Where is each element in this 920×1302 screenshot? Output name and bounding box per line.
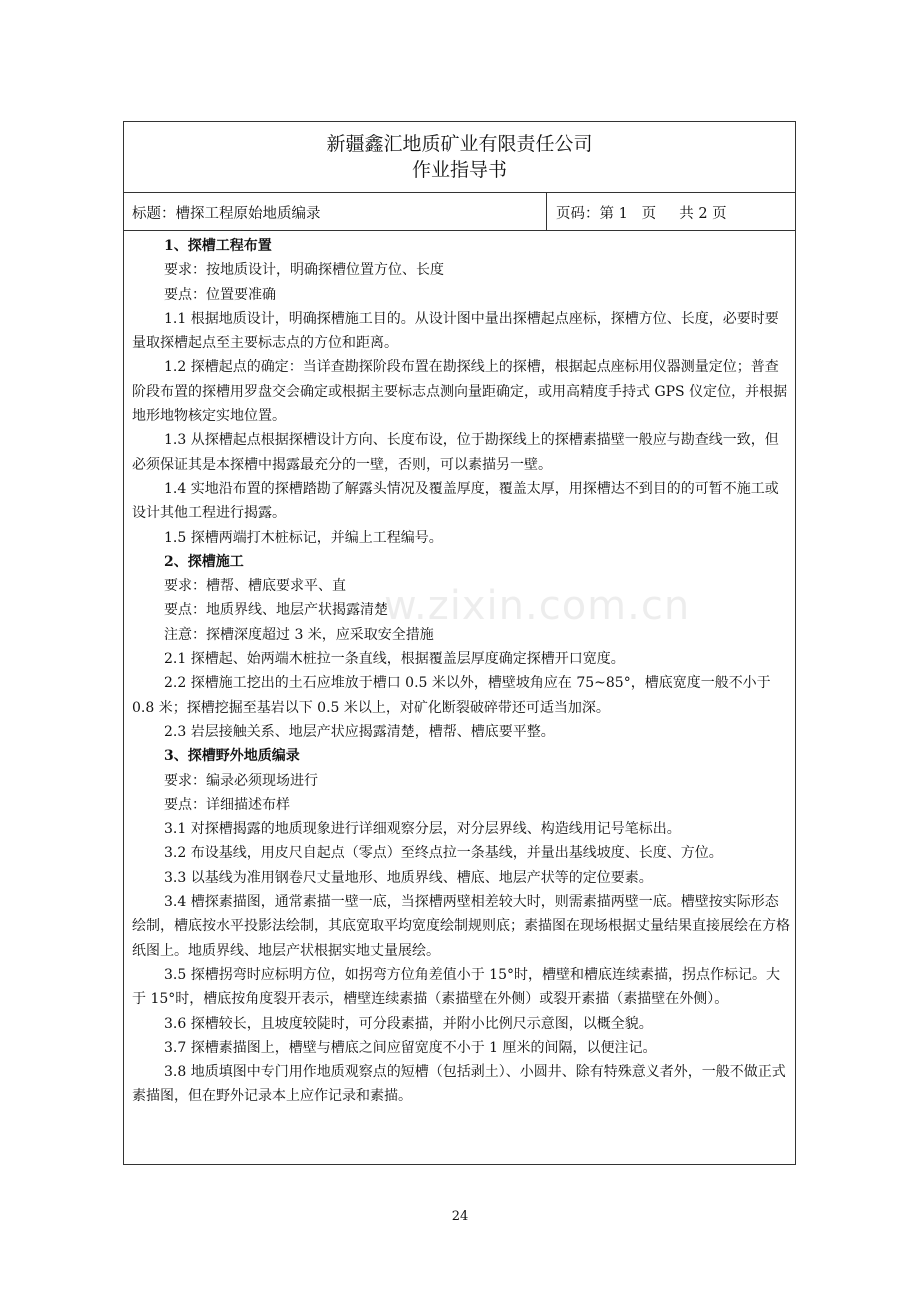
document-header: [124, 122, 795, 193]
paragraph: 3.6 探槽较长，且坡度较陡时，可分段素描，并附小比例尺示意图，以概全貌。: [164, 1015, 653, 1032]
paragraph: 注意：探槽深度超过 3 米，应采取安全措施: [164, 626, 434, 643]
paragraph: 3.5 探槽拐弯时应标明方位，如拐弯方位角差值小于 15°时，槽壁和槽底连续素描，拐点作标记。大于 15°时，槽底按角度裂开表示，槽壁连续素描（素描壁在外侧）或裂开素描（素描壁在外侧）。: [132, 966, 780, 1008]
page-number: 24: [451, 1209, 469, 1224]
paragraph: 3.2 布设基线，用皮尺自起点（零点）至终点拉一条基线，并量出基线坡度、长度、方位。: [164, 845, 723, 862]
paragraph: 要求：按地质设计，明确探槽位置方位、长度: [164, 262, 444, 279]
paragraph: 3.3 以基线为准用钢卷尺丈量地形、地质界线、槽底、地层产状等的定位要素。: [164, 869, 653, 886]
section-heading: 1、探槽工程布置: [164, 238, 272, 254]
paragraph: 2.1 探槽起、始两端木桩拉一条直线，根据覆盖层厚度确定探槽开口宽度。: [164, 651, 625, 668]
paragraph: 1.2 探槽起点的确定：当详查勘探阶段布置在勘探线上的探槽，根据起点座标用仪器测量定位；普查阶段布置的探槽用罗盘交会确定或根据主要标志点测向量距确定，或用高精度手持式 GPS 仪定位，并根据地形地物核定实地位置。: [132, 359, 788, 425]
section-heading: 3、探槽野外地质编录: [164, 748, 300, 765]
document-frame: [123, 121, 796, 1165]
document-body: [124, 231, 795, 1109]
page-info: 页码：第 1 页 共 2 页: [556, 206, 727, 222]
paragraph: 要求：槽帮、槽底要求平、直: [164, 578, 346, 595]
paragraph: 1.4 实地沿布置的探槽踏勘了解露头情况及覆盖厚度，覆盖太厚，用探槽达不到目的的可暂不施工或设计其他工程进行揭露。: [132, 480, 779, 522]
paragraph: 要点：地质界线、地层产状揭露清楚: [164, 602, 388, 619]
paragraph: 要点：位置要准确: [164, 286, 276, 303]
paragraph: 3.4 槽探素描图，通常素描一壁一底，当探槽两壁相差较大时，则需素描两壁一底。槽壁按实际形态绘制，槽底按水平投影法绘制，其底宽取平均宽度绘制规则底；素描图在现场根据丈量结果直接展绘在方格纸图上。地质界线、地层产状根据实地丈量展绘。: [132, 894, 790, 959]
paragraph: 3.8 地质填图中专门用作地质观察点的短槽（包括剥土）、小圆井、除有特殊意义者外，一般不做正式素描图，但在野外记录本上应作记录和素描。: [132, 1064, 786, 1105]
paragraph: 1.1 根据地质设计，明确探槽施工目的。从设计图中量出探槽起点座标，探槽方位、长度，必要时要量取探槽起点至主要标志点的方位和距离。: [132, 310, 779, 352]
paragraph: 1.3 从探槽起点根据探槽设计方向、长度布设，位于勘探线上的探槽素描壁一般应与勘查线一致，但必须保证其是本探槽中揭露最充分的一壁，否则，可以素描另一壁。: [132, 432, 779, 473]
company-name: 新疆鑫汇地质矿业有限责任公司: [326, 133, 593, 155]
paragraph: 要求：编录必须现场进行: [164, 772, 318, 789]
paragraph: 1.5 探槽两端打木桩标记，并编上工程编号。: [164, 529, 443, 546]
document-type: 作业指导书: [411, 159, 507, 181]
title-row: [124, 193, 795, 231]
section-heading: 2、探槽施工: [164, 553, 244, 570]
paragraph: 2.2 探槽施工挖出的土石应堆放于槽口 0.5 米以外，槽壁坡角应在 75~85°，槽底宽度一般不小于 0.8 米；探槽挖掘至基岩以下 0.5 米以上，对矿化断裂破碎带还可适当加深。: [132, 675, 771, 716]
paragraph: 2.3 岩层接触关系、地层产状应揭露清楚，槽帮、槽底要平整。: [164, 723, 555, 740]
paragraph: 要点：详细描述布样: [164, 796, 290, 813]
cell-divider: [546, 193, 547, 230]
watermark: w.zixin.com.cn: [384, 583, 691, 629]
paragraph: 3.1 对探槽揭露的地质现象进行详细观察分层，对分层界线、构造线用记号笔标出。: [164, 821, 681, 838]
document-title: 标题：槽探工程原始地质编录: [132, 206, 321, 222]
paragraph: 3.7 探槽素描图上，槽壁与槽底之间应留宽度不小于 1 厘米的间隔，以便注记。: [164, 1039, 657, 1056]
